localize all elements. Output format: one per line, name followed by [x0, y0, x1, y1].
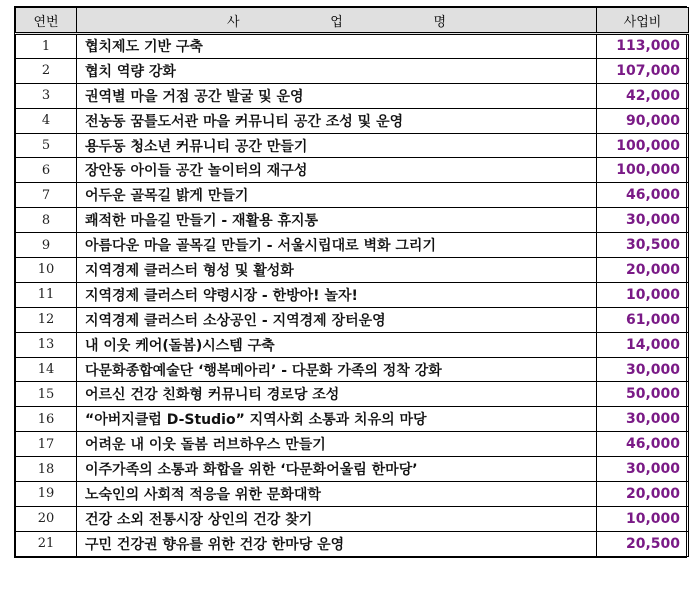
- project-name: 노숙인의 사회적 적응을 위한 문화대학: [77, 482, 597, 507]
- row-number: 7: [16, 183, 77, 208]
- table-row: [16, 233, 689, 258]
- project-name: 다문화종합예술단 ‘행복메아리’ - 다문화 가족의 정착 강화: [77, 357, 597, 382]
- row-number: 10: [16, 258, 77, 283]
- table-row: [16, 432, 689, 457]
- row-number: 11: [16, 282, 77, 307]
- row-number: 21: [16, 531, 77, 556]
- table-row: [16, 506, 689, 531]
- row-number: 14: [16, 357, 77, 382]
- project-cost: 30,500: [597, 233, 689, 258]
- table-row: [16, 282, 689, 307]
- project-name: 아름다운 마을 골목길 만들기 - 서울시립대로 벽화 그리기: [77, 233, 597, 258]
- project-cost: 30,000: [597, 357, 689, 382]
- project-cost: 107,000: [597, 58, 689, 83]
- row-number: 13: [16, 332, 77, 357]
- header-row: [16, 8, 689, 34]
- project-name: 건강 소외 전통시장 상인의 건강 찾기: [77, 506, 597, 531]
- project-name: 어르신 건강 친화형 커뮤니티 경로당 조성: [77, 382, 597, 407]
- row-number: 9: [16, 233, 77, 258]
- project-cost: 100,000: [597, 158, 689, 183]
- table-row: [16, 158, 689, 183]
- header-name-char-1: 사: [227, 14, 240, 30]
- table-row: [16, 108, 689, 133]
- project-name: “아버지클럽 D-Studio” 지역사회 소통과 치유의 마당: [77, 407, 597, 432]
- table-row: [16, 332, 689, 357]
- project-name: 구민 건강권 향유를 위한 건강 한마당 운영: [77, 531, 597, 556]
- project-cost: 20,000: [597, 258, 689, 283]
- project-name: 용두동 청소년 커뮤니티 공간 만들기: [77, 133, 597, 158]
- project-cost: 46,000: [597, 183, 689, 208]
- header-cost: 사업비: [597, 8, 689, 34]
- table-row: [16, 83, 689, 108]
- table-row: [16, 457, 689, 482]
- table-row: [16, 183, 689, 208]
- project-cost: 100,000: [597, 133, 689, 158]
- project-cost: 10,000: [597, 506, 689, 531]
- row-number: 20: [16, 506, 77, 531]
- project-cost: 10,000: [597, 282, 689, 307]
- project-cost: 14,000: [597, 332, 689, 357]
- row-number: 15: [16, 382, 77, 407]
- project-name: 지역경제 클러스터 약령시장 - 한방아! 놀자!: [77, 282, 597, 307]
- project-cost: 30,000: [597, 407, 689, 432]
- header-name: [77, 8, 597, 34]
- project-name: 어두운 골목길 밝게 만들기: [77, 183, 597, 208]
- table-row: [16, 258, 689, 283]
- project-cost: 42,000: [597, 83, 689, 108]
- row-number: 5: [16, 133, 77, 158]
- table-row: [16, 531, 689, 556]
- row-number: 6: [16, 158, 77, 183]
- table-row: [16, 407, 689, 432]
- project-cost: 30,000: [597, 457, 689, 482]
- project-cost: 90,000: [597, 108, 689, 133]
- header-name-char-2: 업: [330, 14, 343, 30]
- row-number: 12: [16, 307, 77, 332]
- row-number: 1: [16, 34, 77, 59]
- project-table: [14, 6, 687, 558]
- project-cost: 50,000: [597, 382, 689, 407]
- table-row: [16, 357, 689, 382]
- project-name: 쾌적한 마을길 만들기 - 재활용 휴지통: [77, 208, 597, 233]
- project-budget-table: [15, 7, 689, 557]
- project-name: 어려운 내 이웃 돌봄 러브하우스 만들기: [77, 432, 597, 457]
- table-row: [16, 133, 689, 158]
- project-name: 전농동 꿈틀도서관 마을 커뮤니티 공간 조성 및 운영: [77, 108, 597, 133]
- project-name: 장안동 아이들 공간 놀이터의 재구성: [77, 158, 597, 183]
- row-number: 3: [16, 83, 77, 108]
- project-cost: 30,000: [597, 208, 689, 233]
- project-cost: 20,000: [597, 482, 689, 507]
- project-name: 지역경제 클러스터 형성 및 활성화: [77, 258, 597, 283]
- header-name-char-3: 명: [433, 14, 446, 30]
- row-number: 16: [16, 407, 77, 432]
- project-cost: 61,000: [597, 307, 689, 332]
- project-cost: 20,500: [597, 531, 689, 556]
- project-name: 지역경제 클러스터 소상공인 - 지역경제 장터운영: [77, 307, 597, 332]
- row-number: 18: [16, 457, 77, 482]
- row-number: 19: [16, 482, 77, 507]
- table-row: [16, 58, 689, 83]
- table-header: [16, 8, 689, 34]
- project-name: 권역별 마을 거점 공간 발굴 및 운영: [77, 83, 597, 108]
- project-cost: 46,000: [597, 432, 689, 457]
- project-name: 내 이웃 케어(돌봄)시스템 구축: [77, 332, 597, 357]
- table-row: [16, 307, 689, 332]
- project-name: 이주가족의 소통과 화합을 위한 ‘다문화어울림 한마당’: [77, 457, 597, 482]
- row-number: 2: [16, 58, 77, 83]
- project-name: 협치 역량 강화: [77, 58, 597, 83]
- table-row: [16, 482, 689, 507]
- table-body: [16, 34, 689, 557]
- table-row: [16, 34, 689, 59]
- row-number: 8: [16, 208, 77, 233]
- project-cost: 113,000: [597, 34, 689, 59]
- table-row: [16, 382, 689, 407]
- row-number: 17: [16, 432, 77, 457]
- table-row: [16, 208, 689, 233]
- project-name: 협치제도 기반 구축: [77, 34, 597, 59]
- row-number: 4: [16, 108, 77, 133]
- header-no: 연번: [16, 8, 77, 34]
